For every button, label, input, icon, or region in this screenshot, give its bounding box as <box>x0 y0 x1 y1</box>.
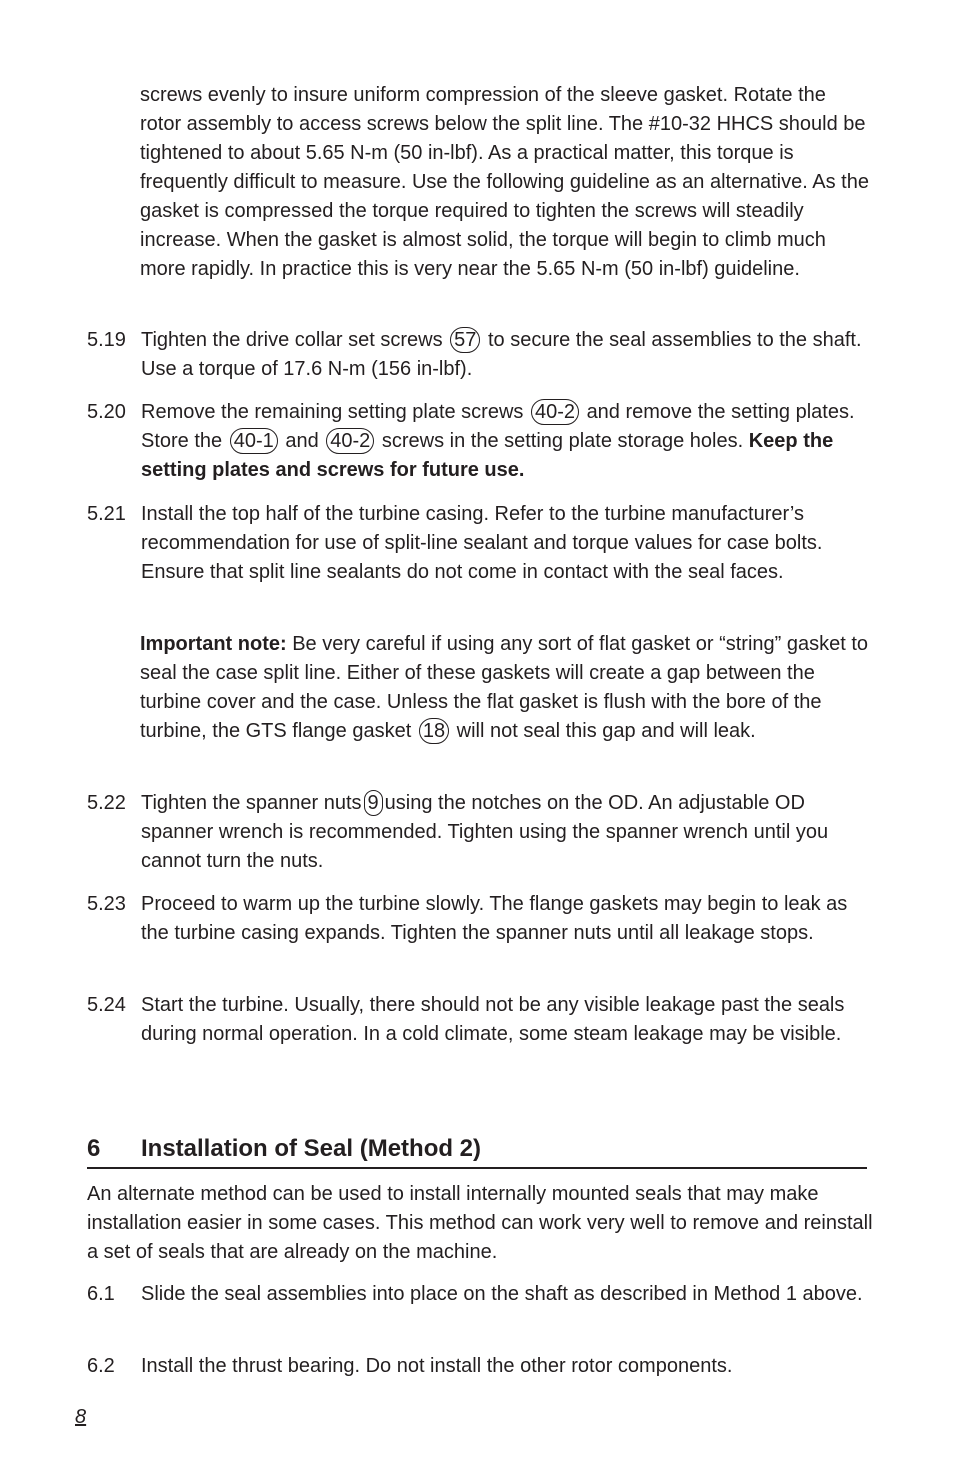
step-5-20 <box>87 398 877 485</box>
part-callout: 40-2 <box>531 399 579 425</box>
step-body: Slide the seal assemblies into place on the shaft as described in Method 1 above. <box>141 1283 863 1305</box>
note-text: Be very careful if using any sort of flat gasket or “string” gasket to seal the case split line. Either of these gaskets will create a gap between the turbine cover and the case. Unless the flat gasket is flush with the bore of the turbine, the GTS flange gasket <box>140 633 869 742</box>
step-text: and remove the setting plates. Store the <box>141 401 855 452</box>
step-body: Start the turbine. Usually, there should not be any visible leakage past the seals during normal operation. In a cold climate, some steam leakage may be visible. <box>141 994 845 1045</box>
continuation-text: screws evenly to insure uniform compression of the sleeve gasket. Rotate the rotor assembly to access screws below the split line. The #10-32 HHCS should be tightened to about 5.65 N-m (50 in-lbf). As a practical matter, this torque is frequently difficult to measure. Use the following guideline as an alternative. As the gasket is compressed the torque required to tighten the screws will steadily increase. When the gasket is almost solid, the torque will begin to climb much more rapidly. In practice this is very near the 5.65 N-m (50 in-lbf) guideline. <box>140 84 869 280</box>
step-5-19 <box>87 326 877 384</box>
step-text: and <box>285 430 319 452</box>
step-number: 5.24 <box>87 994 126 1016</box>
note-text: will not seal this gap and will leak. <box>456 720 756 742</box>
continuation-paragraph <box>140 81 870 284</box>
step-5-24 <box>87 991 877 1049</box>
step-body <box>141 326 871 384</box>
important-note <box>140 630 870 746</box>
step-6-1 <box>87 1280 877 1309</box>
step-text: Tighten the spanner nuts <box>141 792 362 814</box>
step-number: 6.1 <box>87 1283 115 1305</box>
step-number: 5.20 <box>87 401 126 423</box>
step-body <box>141 398 871 485</box>
part-callout: 40-1 <box>230 428 278 454</box>
step-body: Proceed to warm up the turbine slowly. The flange gaskets may begin to leak as the turbine casing expands. Tighten the spanner nuts until all leakage stops. <box>141 893 848 944</box>
section-intro: An alternate method can be used to install internally mounted seals that may make installation easier in some cases. This method can work very well to remove and reinstall a set of seals that are already on the machine. <box>87 1183 873 1263</box>
part-callout: 9 <box>364 790 383 816</box>
note-label: Important note: <box>140 633 287 655</box>
part-callout: 57 <box>450 327 480 353</box>
step-text: Remove the remaining setting plate screws <box>141 401 524 423</box>
section-title: Installation of Seal (Method 2) <box>141 1135 482 1162</box>
step-5-22 <box>87 789 877 876</box>
step-body <box>141 789 871 876</box>
step-number: 5.21 <box>87 503 126 525</box>
section-number: 6 <box>87 1135 101 1162</box>
step-text: Tighten the drive collar set screws <box>141 329 443 351</box>
step-body: Install the top half of the turbine casing. Refer to the turbine manufacturer’s recommendation for use of split-line sealant and torque values for case bolts. Ensure that split line sealants do not come in contact with the seal faces. <box>141 503 823 583</box>
step-number: 6.2 <box>87 1355 115 1377</box>
step-number: 5.19 <box>87 329 126 351</box>
page-number: 8 <box>75 1406 87 1428</box>
part-callout: 18 <box>419 718 449 744</box>
step-5-23 <box>87 890 877 948</box>
step-text: using the notches on the OD. An adjustable OD spanner wrench is recommended. Tighten using the spanner wrench until you cannot turn the nuts. <box>141 792 829 872</box>
step-emphasis: Keep the setting plates and screws for future use. <box>141 430 834 481</box>
step-5-21 <box>87 500 877 587</box>
step-number: 5.22 <box>87 792 126 814</box>
part-callout: 40-2 <box>326 428 374 454</box>
step-6-2 <box>87 1352 877 1381</box>
step-number: 5.23 <box>87 893 126 915</box>
step-text: screws in the setting plate storage holes. <box>381 430 744 452</box>
section-heading <box>87 1133 867 1169</box>
step-body: Install the thrust bearing. Do not install the other rotor components. <box>141 1355 733 1377</box>
step-text: to secure the seal assemblies to the shaft. Use a torque of 17.6 N-m (156 in-lbf). <box>141 329 862 380</box>
